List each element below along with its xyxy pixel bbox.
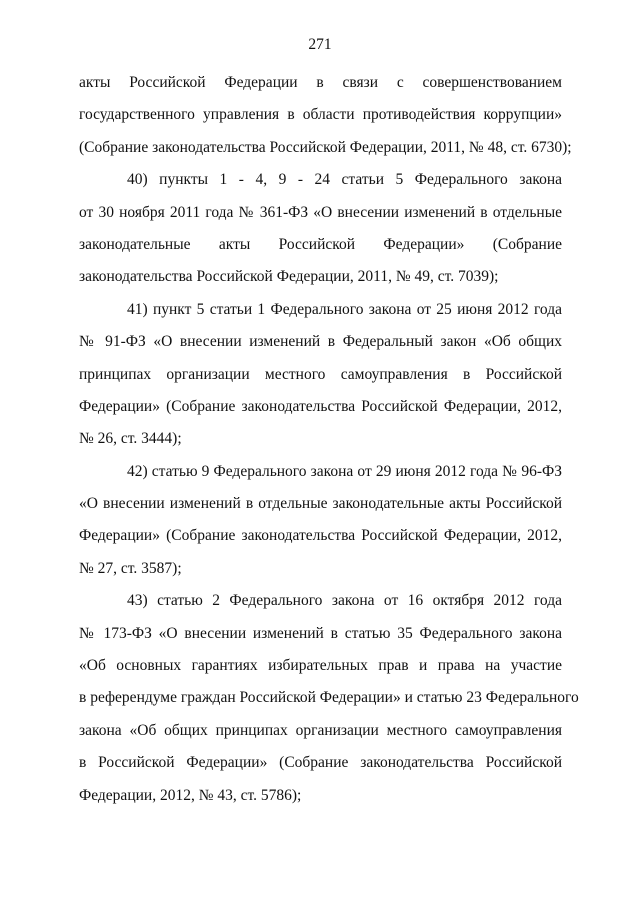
text-line: в референдуме граждан Российской Федерации» и статью 23 Федерального bbox=[79, 689, 579, 707]
text-line: Федерации, 2012, № 43, ст. 5786); bbox=[79, 786, 302, 804]
text-line: № 91-ФЗ «О внесении изменений в Федеральный закон «Об общих bbox=[79, 333, 562, 351]
text-line: от 30 ноября 2011 года № 361-ФЗ «О внесении изменений в отдельные bbox=[79, 203, 562, 221]
text-line: акты Российской Федерации в связи с совершенствованием bbox=[79, 74, 562, 91]
paragraph-item-40 bbox=[79, 164, 562, 294]
paragraph-item-42 bbox=[79, 456, 562, 586]
text-line: законодательные акты Российской Федерации» (Собрание bbox=[79, 235, 562, 253]
text-line: «Об основных гарантиях избирательных прав и права на участие bbox=[79, 657, 562, 675]
text-line: государственного управления в области противодействия коррупции» bbox=[79, 106, 562, 124]
text-line: № 173-ФЗ «О внесении изменений в статью 35 Федерального закона bbox=[79, 624, 562, 642]
text-line: принципах организации местного самоуправления в Российской bbox=[79, 365, 562, 383]
document-body bbox=[79, 67, 579, 812]
paragraph-item-41 bbox=[79, 294, 562, 456]
text-line: Федерации» (Собрание законодательства Российской Федерации, 2012, bbox=[79, 527, 562, 545]
text-line: № 27, ст. 3587); bbox=[79, 559, 182, 577]
text-line: 41) пункт 5 статьи 1 Федерального закона от 25 июня 2012 года bbox=[127, 300, 562, 318]
text-line: 42) статью 9 Федерального закона от 29 июня 2012 года № 96-ФЗ bbox=[127, 462, 562, 480]
page-number: 271 bbox=[308, 36, 332, 53]
text-line: в Российской Федерации» (Собрание законодательства Российской bbox=[79, 754, 562, 772]
text-line: закона «Об общих принципах организации местного самоуправления bbox=[79, 721, 562, 739]
paragraph-item-43 bbox=[79, 585, 579, 812]
text-line: (Собрание законодательства Российской Федерации, 2011, № 48, ст. 6730); bbox=[79, 138, 572, 156]
text-line: 43) статью 2 Федерального закона от 16 октября 2012 года bbox=[127, 592, 562, 610]
text-line: № 26, ст. 3444); bbox=[79, 430, 182, 448]
text-line: 40) пункты 1 - 4, 9 - 24 статьи 5 Федерального закона bbox=[127, 171, 562, 189]
text-line: Федерации» (Собрание законодательства Российской Федерации, 2012, bbox=[79, 397, 562, 415]
paragraph-continuation bbox=[79, 67, 572, 164]
text-line: законодательства Российской Федерации, 2011, № 49, ст. 7039); bbox=[79, 268, 499, 286]
text-line: «О внесении изменений в отдельные законодательные акты Российской bbox=[79, 495, 562, 513]
